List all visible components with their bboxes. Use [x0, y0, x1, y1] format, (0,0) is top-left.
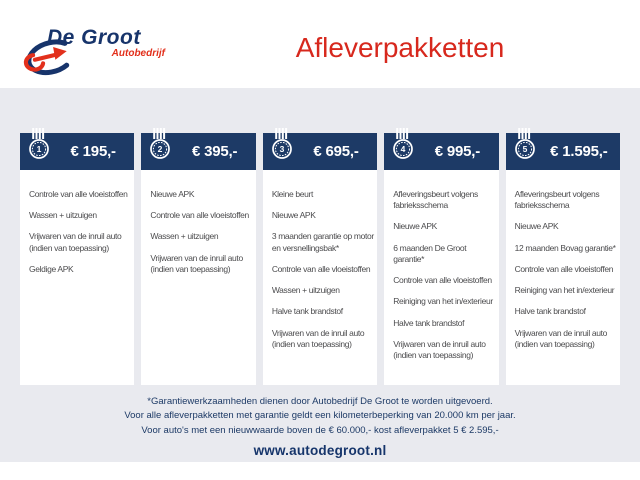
package-item: Geldige APK [29, 263, 74, 274]
package-price: € 1.595,- [550, 143, 608, 160]
package-price: € 195,- [70, 143, 116, 160]
package-item: Vrijwaren van de inruil auto (indien van toepassing) [514, 327, 608, 349]
package-item: 6 maanden De Groot garantie* [393, 242, 467, 264]
package-item: Controle van alle vloeistoffen [271, 263, 371, 274]
package-item: Controle van alle vloeistoffen [150, 210, 249, 221]
content-band [0, 88, 640, 462]
medal-icon [148, 128, 172, 161]
package-item: Nieuwe APK [271, 210, 316, 221]
page-title: Afleverpakketten [295, 32, 505, 63]
package-item: Halve tank brandstof [393, 317, 465, 328]
package-item: Reiniging van het in/exterieur [393, 296, 493, 307]
medal-number: 1 [36, 144, 42, 154]
package-items [20, 170, 134, 385]
package-item: Controle van alle vloeistoffen [393, 275, 492, 286]
medal-icon [270, 128, 294, 161]
package-item: Wassen + uitzuigen [271, 285, 340, 296]
package-header [263, 133, 377, 170]
package-item: Vrijwaren van de inruil auto (indien van toepassing) [150, 252, 243, 274]
logo-name: De Groot [47, 26, 141, 49]
package-card [263, 133, 377, 385]
logo-subtitle: Autobedrijf [111, 48, 165, 59]
package-item: Afleveringsbeurt volgens fabrieksschema [393, 189, 478, 211]
package-item: Nieuwe APK [514, 221, 559, 232]
package-price: € 395,- [191, 143, 238, 160]
package-items [384, 170, 498, 385]
medal-icon [391, 128, 415, 161]
package-card [384, 133, 498, 385]
package-item: 3 maanden garantie op motor en versnellingsbak* [271, 231, 374, 253]
package-item: Nieuwe APK [393, 221, 437, 232]
package-card [506, 133, 620, 385]
medal-number: 3 [279, 144, 285, 154]
package-header [384, 133, 498, 170]
medal-number: 2 [158, 144, 163, 154]
medal-icon [27, 128, 51, 161]
package-item: Reiniging van het in/exterieur [514, 285, 615, 296]
medal-icon [513, 128, 537, 161]
package-item: Controle van alle vloeistoffen [29, 189, 128, 199]
footnote-line: Voor alle afleverpakketten met garantie geldt een kilometerbeperking van 20.000 km per jaar. [124, 410, 516, 422]
footnote-line: Voor auto's met een nieuwwaarde boven de € 60.000,- kost afleverpakket 5 € 2.595,- [141, 424, 499, 436]
package-item: Nieuwe APK [150, 189, 195, 199]
package-items [506, 170, 620, 385]
package-item: Kleine beurt [271, 189, 313, 199]
package-card [20, 133, 134, 385]
package-header [20, 133, 134, 170]
medal-number: 5 [522, 144, 527, 154]
package-item: Wassen + uitzuigen [29, 210, 97, 221]
bottom-strip [0, 462, 640, 480]
package-price: € 995,- [434, 143, 481, 160]
degroot-logo [14, 20, 166, 86]
package-item: Wassen + uitzuigen [150, 231, 219, 242]
package-item: Vrijwaren van de inruil auto (indien van toepassing) [393, 338, 486, 360]
package-header [141, 133, 255, 170]
package-item: Halve tank brandstof [514, 306, 586, 317]
package-card [141, 133, 255, 385]
package-item: Vrijwaren van de inruil auto (indien van toepassing) [29, 231, 122, 253]
degroot-logo-text [47, 26, 165, 59]
package-items [141, 170, 255, 385]
website-link[interactable]: www.autodegroot.nl [253, 443, 387, 459]
medal-number: 4 [400, 144, 406, 154]
package-items [263, 170, 377, 385]
package-header [506, 133, 620, 170]
flyer-header [0, 0, 640, 88]
footnotes [20, 395, 620, 438]
package-price: € 695,- [313, 143, 359, 160]
package-item: Vrijwaren van de inruil auto (indien van toepassing) [271, 327, 365, 349]
package-item: Controle van alle vloeistoffen [514, 263, 614, 274]
package-item: 12 maanden Bovag garantie* [514, 242, 616, 253]
package-item: Halve tank brandstof [271, 306, 343, 317]
footnote-line: *Garantiewerkzaamheden dienen door Autobedrijf De Groot te worden uitgevoerd. [147, 396, 493, 407]
package-item: Afleveringsbeurt volgens fabrieksschema [514, 189, 600, 211]
packages-row [20, 133, 620, 385]
